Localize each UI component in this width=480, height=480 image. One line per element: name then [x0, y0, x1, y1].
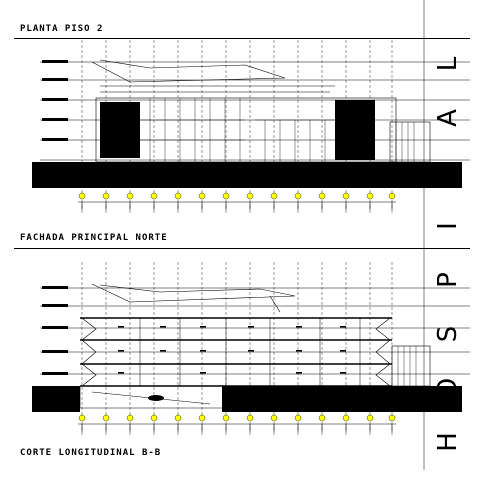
- axis-marker: [79, 193, 85, 199]
- facade-roof-sail: [92, 60, 285, 82]
- axis-marker: [103, 415, 109, 421]
- plan-label: PLANTA PISO 2: [20, 24, 104, 34]
- vertical-title-letter: P: [433, 272, 463, 288]
- axis-marker: [151, 193, 157, 199]
- vertical-title-letter: H: [433, 432, 463, 452]
- axis-marker: [271, 415, 277, 421]
- axis-marker: [295, 415, 301, 421]
- facade-ground-slab: [32, 162, 462, 188]
- axis-marker: [247, 415, 253, 421]
- axis-marker: [367, 415, 373, 421]
- section-room-marks: [118, 326, 346, 374]
- facade-curtain-wall: [140, 98, 335, 162]
- axis-marker: [199, 193, 205, 199]
- vertical-title-letter: S: [433, 325, 463, 343]
- axis-marker: [367, 193, 373, 199]
- axis-marker: [247, 193, 253, 199]
- vertical-title-letter: O: [433, 377, 463, 399]
- axis-marker: [103, 193, 109, 199]
- vertical-title-letter: I: [433, 222, 463, 230]
- axis-marker: [79, 415, 85, 421]
- facade-level-markers: [42, 60, 68, 141]
- axis-marker: [295, 193, 301, 199]
- axis-marker: [151, 415, 157, 421]
- axis-marker: [319, 415, 325, 421]
- vertical-title-letter: T: [433, 164, 463, 180]
- vertical-title-letter: L: [433, 56, 463, 72]
- facade-right-solid-panel: [335, 100, 375, 160]
- section-roof-sail: [92, 284, 295, 302]
- axis-marker: [199, 415, 205, 421]
- facade-elevation: [32, 40, 470, 215]
- axis-marker: [319, 193, 325, 199]
- section-ground-right: [222, 386, 462, 412]
- axis-marker: [343, 193, 349, 199]
- section-ground-left: [32, 386, 80, 412]
- axis-marker: [343, 415, 349, 421]
- longitudinal-section: [32, 262, 470, 435]
- axis-marker: [223, 415, 229, 421]
- axis-marker: [223, 193, 229, 199]
- axis-marker: [271, 193, 277, 199]
- vertical-title-letter: A: [433, 109, 463, 127]
- axis-marker: [389, 193, 395, 199]
- axis-marker: [127, 193, 133, 199]
- axis-marker: [127, 415, 133, 421]
- section-label: CORTE LONGITUDINAL B-B: [20, 448, 162, 458]
- section-vehicle: [148, 395, 164, 401]
- facade-label: FACHADA PRINCIPAL NORTE: [20, 233, 168, 243]
- axis-marker: [389, 415, 395, 421]
- section-level-markers: [42, 286, 68, 375]
- axis-marker: [175, 415, 181, 421]
- axis-marker: [175, 193, 181, 199]
- section-level-lines: [40, 288, 470, 374]
